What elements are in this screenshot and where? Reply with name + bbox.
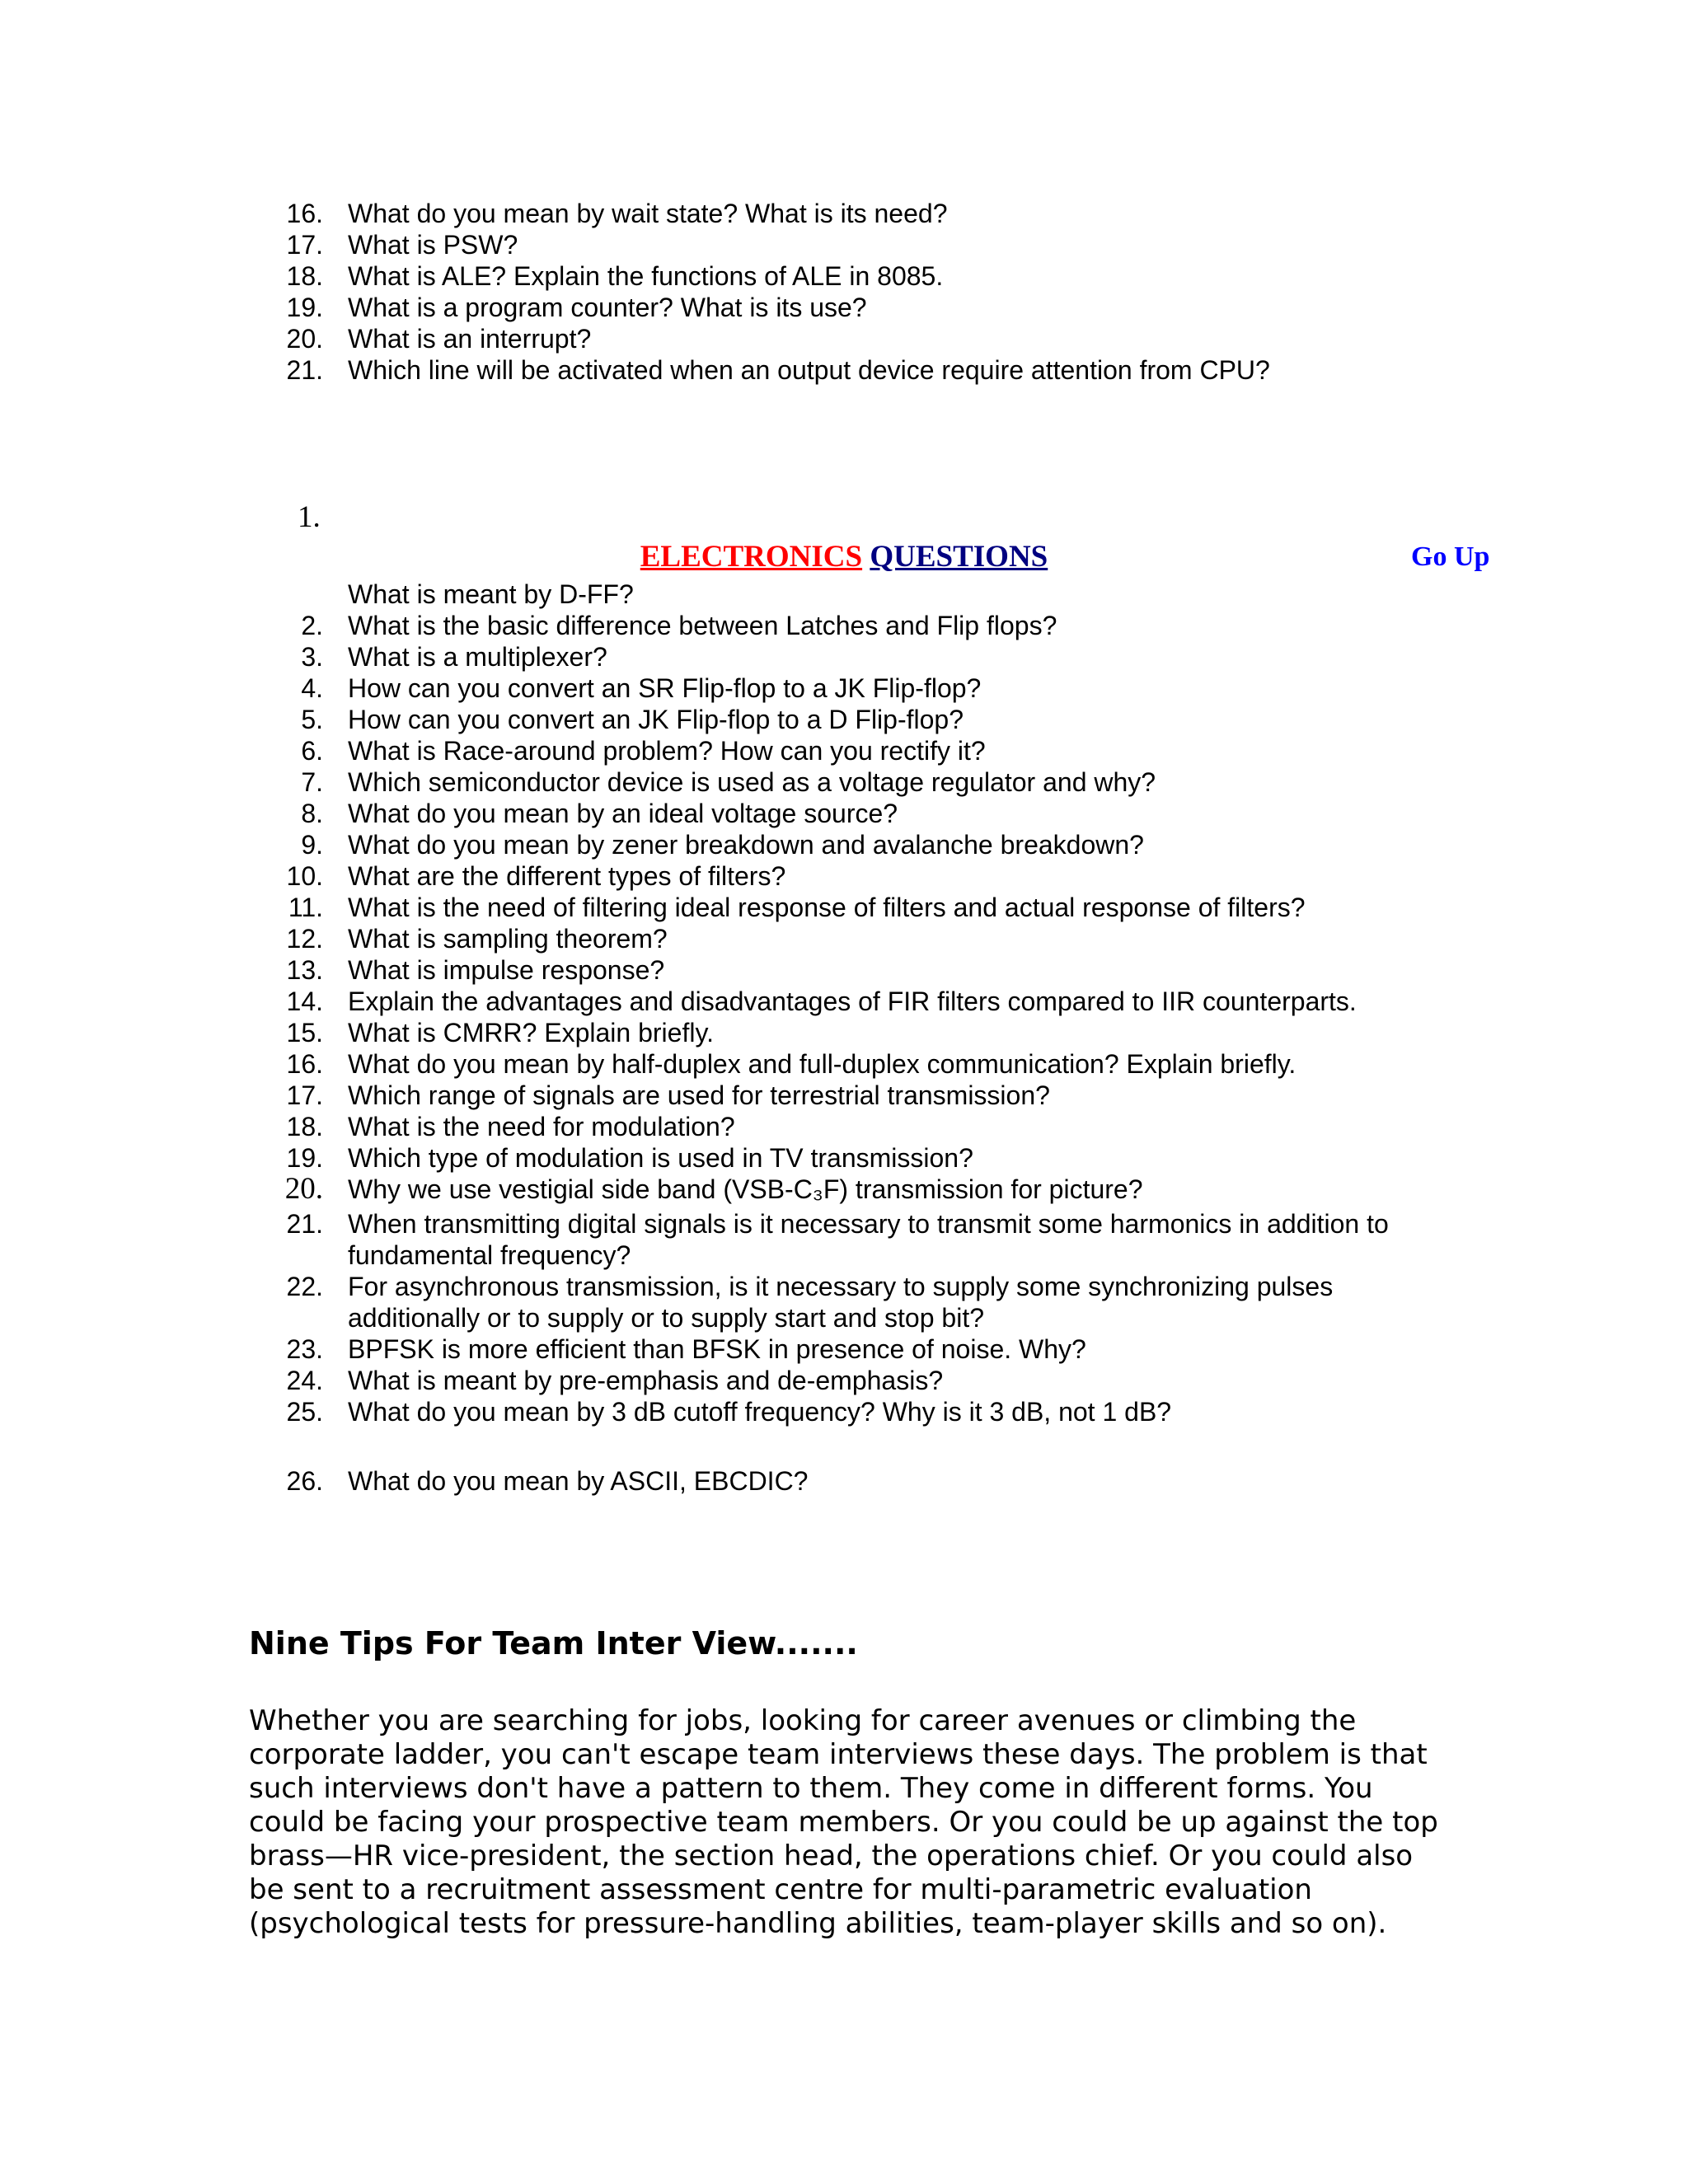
list-item-text: What do you mean by wait state? What is its need? — [348, 199, 948, 228]
list-item-text: What is a program counter? What is its use? — [348, 293, 867, 322]
list-item-number: 8. — [301, 799, 323, 828]
list-item-number: 6. — [301, 736, 323, 766]
list-item-text: Which type of modulation is used in TV transmission? — [348, 1143, 973, 1173]
list-item-number: 15. — [286, 1018, 323, 1047]
list-item-number: 18. — [286, 1112, 323, 1141]
list-item-text: BPFSK is more efficient than BFSK in presence of noise. Why? — [348, 1334, 1086, 1364]
list-item-number: 14. — [286, 987, 323, 1016]
list-item-number: 7. — [301, 767, 323, 797]
list-item-text: Which semiconductor device is used as a voltage regulator and why? — [348, 767, 1156, 797]
list-item-text: Which range of signals are used for terrestrial transmission? — [348, 1080, 1050, 1110]
list-item-text: What is meant by D-FF? — [348, 579, 634, 609]
list-item-number: 21. — [286, 355, 323, 385]
list-item-number: 22. — [286, 1272, 323, 1301]
list-item-number: 9. — [301, 830, 323, 860]
list-item-text: What is PSW? — [348, 230, 518, 260]
list-item-text: Why we use vestigial side band (VSB-C₃F) transmission for picture? — [348, 1174, 1143, 1204]
list-item-text: When transmitting digital signals is it necessary to transmit some harmonics in addition to fundamental frequency? — [348, 1209, 1389, 1270]
list-item-text: What is an interrupt? — [348, 324, 592, 354]
list-item-number: 20. — [286, 324, 323, 354]
list-item-text: For asynchronous transmission, is it necessary to supply some synchronizing pulses additionally or to supply or to supply start and stop bit? — [348, 1272, 1334, 1333]
list-item-text: What are the different types of filters? — [348, 861, 786, 891]
list-item-text: What is CMRR? Explain briefly. — [348, 1018, 714, 1047]
list-item-number: 5. — [301, 705, 323, 734]
list-item-number: 2. — [301, 611, 323, 640]
list-item-number: 19. — [286, 1143, 323, 1173]
list-item-number: 11. — [288, 893, 323, 922]
list-item-number: 23. — [286, 1334, 323, 1364]
list-item-number: 12. — [286, 924, 323, 954]
list-item-text: What do you mean by 3 dB cutoff frequency? Why is it 3 dB, not 1 dB? — [348, 1397, 1172, 1427]
list-item-number: 24. — [286, 1366, 323, 1395]
go-up-link[interactable]: Go Up — [1411, 541, 1490, 572]
list-item-text: What is impulse response? — [348, 955, 665, 985]
list-item-number: 10. — [286, 861, 323, 891]
list-item-number: 3. — [301, 642, 323, 672]
section-heading-part2: QUESTIONS — [870, 540, 1048, 574]
list-item-number: 26. — [286, 1466, 323, 1496]
section-heading-part1: ELECTRONICS — [640, 540, 863, 574]
tips-heading: Nine Tips For Team Inter View....... — [249, 1625, 858, 1661]
list-item-text: What do you mean by ASCII, EBCDIC? — [348, 1466, 809, 1496]
list-item-text: Which line will be activated when an output device require attention from CPU? — [348, 355, 1270, 385]
list-item-number: 17. — [286, 1080, 323, 1110]
list-item-number: 1. — [298, 500, 321, 534]
list-item-number: 16. — [286, 1049, 323, 1079]
list-item-text: What is Race-around problem? How can you rectify it? — [348, 736, 986, 766]
list-item-text: What is the need of filtering ideal response of filters and actual response of filters? — [348, 893, 1306, 922]
list-item-number: 20. — [284, 1172, 323, 1206]
list-item-number: 13. — [286, 955, 323, 985]
list-item-text: What is the need for modulation? — [348, 1112, 735, 1141]
list-item-number: 19. — [286, 293, 323, 322]
list-item-number: 25. — [286, 1397, 323, 1427]
list-item-number: 18. — [286, 261, 323, 291]
list-item-text: What is meant by pre-emphasis and de-emphasis? — [348, 1366, 944, 1395]
list-item-text: How can you convert an JK Flip-flop to a D Flip-flop? — [348, 705, 964, 734]
list-item-text: Explain the advantages and disadvantages of FIR filters compared to IIR counterparts. — [348, 987, 1357, 1016]
list-item-text: What is ALE? Explain the functions of ALE in 8085. — [348, 261, 944, 291]
list-item-text: What is a multiplexer? — [348, 642, 607, 672]
list-item-text: What is the basic difference between Latches and Flip flops? — [348, 611, 1057, 640]
tips-paragraph: Whether you are searching for jobs, looking for career avenues or climbing the corporate ladder, you can't escape team interviews these days. The problem is that such interviews don't have a pattern to them. They come in different forms. You could be facing your prospective team members. Or you could be up against the top brass—HR vice-president, the section head, the operations chief. Or you could also be sent to a recruitment assessment centre for multi-parametric evaluation (psychological tests for pressure-handling abilities, team-player skills and so on). — [249, 1704, 1438, 1940]
list-item-text: What do you mean by half-duplex and full-duplex communication? Explain briefly. — [348, 1049, 1296, 1079]
list-item-text: What do you mean by an ideal voltage source? — [348, 799, 898, 828]
list-item-text: How can you convert an SR Flip-flop to a JK Flip-flop? — [348, 673, 982, 703]
list-item-text: What is sampling theorem? — [348, 924, 668, 954]
list-item-text: What do you mean by zener breakdown and avalanche breakdown? — [348, 830, 1144, 860]
list-item-number: 21. — [286, 1209, 323, 1239]
list-item-number: 4. — [301, 673, 323, 703]
list-item-number: 17. — [286, 230, 323, 260]
list-item-number: 16. — [286, 199, 323, 228]
